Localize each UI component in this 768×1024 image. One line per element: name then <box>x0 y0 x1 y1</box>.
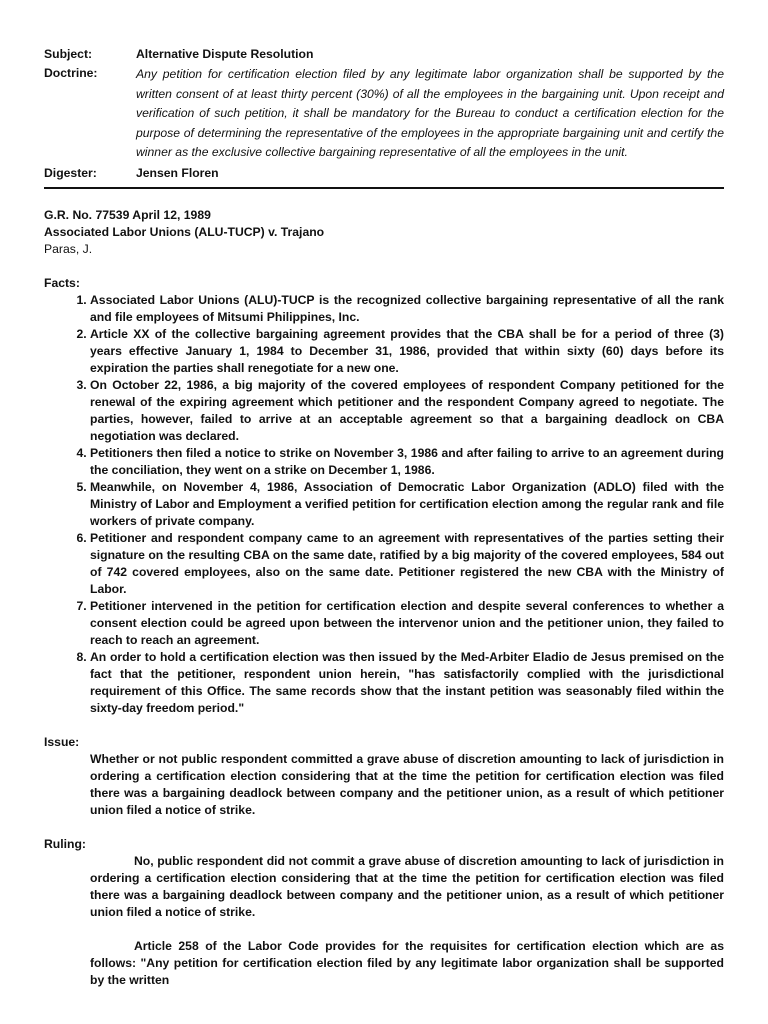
digester-row <box>44 165 724 182</box>
paragraph-spacer <box>44 921 724 938</box>
issue-text: Whether or not public respondent committed a grave abuse of discretion amounting to lack of jurisdiction in ordering a certification election considering that at the time the petition for certification election was filed there was a bargaining deadlock between company and the petitioner union, as a result of which petitioner union filed a notice of strike. <box>90 752 724 817</box>
case-title: Associated Labor Unions (ALU-TUCP) v. Trajano <box>44 225 325 239</box>
ruling-label: Ruling: <box>44 837 86 851</box>
fact-item: 2. Article XX of the collective bargaining agreement provides that the CBA shall be for a period of three (3) years effective January 1, 1984 to December 31, 1986, provided that within sixty (60) days before its expiration the parties shall renegotiate for a new one. <box>90 326 724 377</box>
fact-item: 3. On October 22, 1986, a big majority of the covered employees of respondent Company petitioned for the renewal of the expiring agreement which petitioner and the respondent Company agreed to negotiate. The parties, however, failed to arrive at an acceptable agreement so that a bargaining deadlock on CBA negotiation was declared. <box>90 377 724 445</box>
issue-label: Issue: <box>44 735 80 749</box>
fact-item: 1. Associated Labor Unions (ALU)-TUCP is the recognized collective bargaining representative of all the rank and file employees of Mitsumi Philippines, Inc. <box>90 292 724 326</box>
header-divider <box>44 187 724 189</box>
fact-item: 5. Meanwhile, on November 4, 1986, Association of Democratic Labor Organization (ADLO) filed with the Ministry of Labor and Employment a verified petition for certification election among the regular rank and file workers of private company. <box>90 479 724 530</box>
subject-value: Alternative Dispute Resolution <box>136 47 314 61</box>
fact-item: 7. Petitioner intervened in the petition for certification election and despite several conferences to whether a consent election could be agreed upon between the intervenor union and the petitioner union, they failed to reach to reach an agreement. <box>90 598 724 649</box>
doctrine-row <box>44 65 724 163</box>
facts-list <box>44 292 724 717</box>
doctrine-label: Doctrine: <box>44 66 98 80</box>
fact-item: 4. Petitioners then filed a notice to strike on November 3, 1986 and after failing to arrive to an agreement during the conciliation, they went on a strike on December 1, 1986. <box>90 445 724 479</box>
ruling-paragraph-2: Article 258 of the Labor Code provides for the requisites for certification election which are as follows: "Any petition for certification election filed by any legitimate labor organization shall be supported by the written <box>90 939 724 987</box>
digester-label: Digester: <box>44 165 97 180</box>
digest-body <box>44 207 724 989</box>
subject-label: Subject: <box>44 47 93 61</box>
case-number: G.R. No. 77539 April 12, 1989 <box>44 208 211 222</box>
digest-header <box>44 46 724 182</box>
digester-value: Jensen Floren <box>136 165 219 180</box>
ruling-paragraph-1: No, public respondent did not commit a grave abuse of discretion amounting to lack of jurisdiction in ordering a certification election considering that at the time the petition for certification election was filed there was a bargaining deadlock between company and the petitioner union, as a result of which petitioner union filed a notice of strike. <box>90 854 724 919</box>
fact-item: 6. Petitioner and respondent company came to an agreement with representatives of the parties setting their signature on the resulting CBA on the same date, ratified by a big majority of the covered employees, 584 out of 742 covered employees, also on the same date. Petitioner registered the new CBA with the Ministry of Labor. <box>90 530 724 598</box>
facts-label: Facts: <box>44 276 80 290</box>
fact-item: 8. An order to hold a certification election was then issued by the Med-Arbiter Eladio de Jesus premised on the fact that the petitioner, respondent union herein, "has satisfactorily complied with the jurisdictional requirement of this Office. The same records show that the instant petition was seasonably filed within the sixty-day freedom period." <box>90 649 724 717</box>
case-judge: Paras, J. <box>44 242 93 256</box>
subject-row <box>44 46 724 63</box>
doctrine-value: Any petition for certification election filed by any legitimate labor organization shall be supported by the written consent of at least thirty percent (30%) of all the employees in the bargaining unit. Upon receipt and verification of such petition, it shall be mandatory for the Bureau to conduct a certification election for the purpose of determining the representative of the employees in the appropriate bargaining unit and certify the winner as the exclusive collective bargaining representative of all the employees in the unit. <box>136 67 724 160</box>
